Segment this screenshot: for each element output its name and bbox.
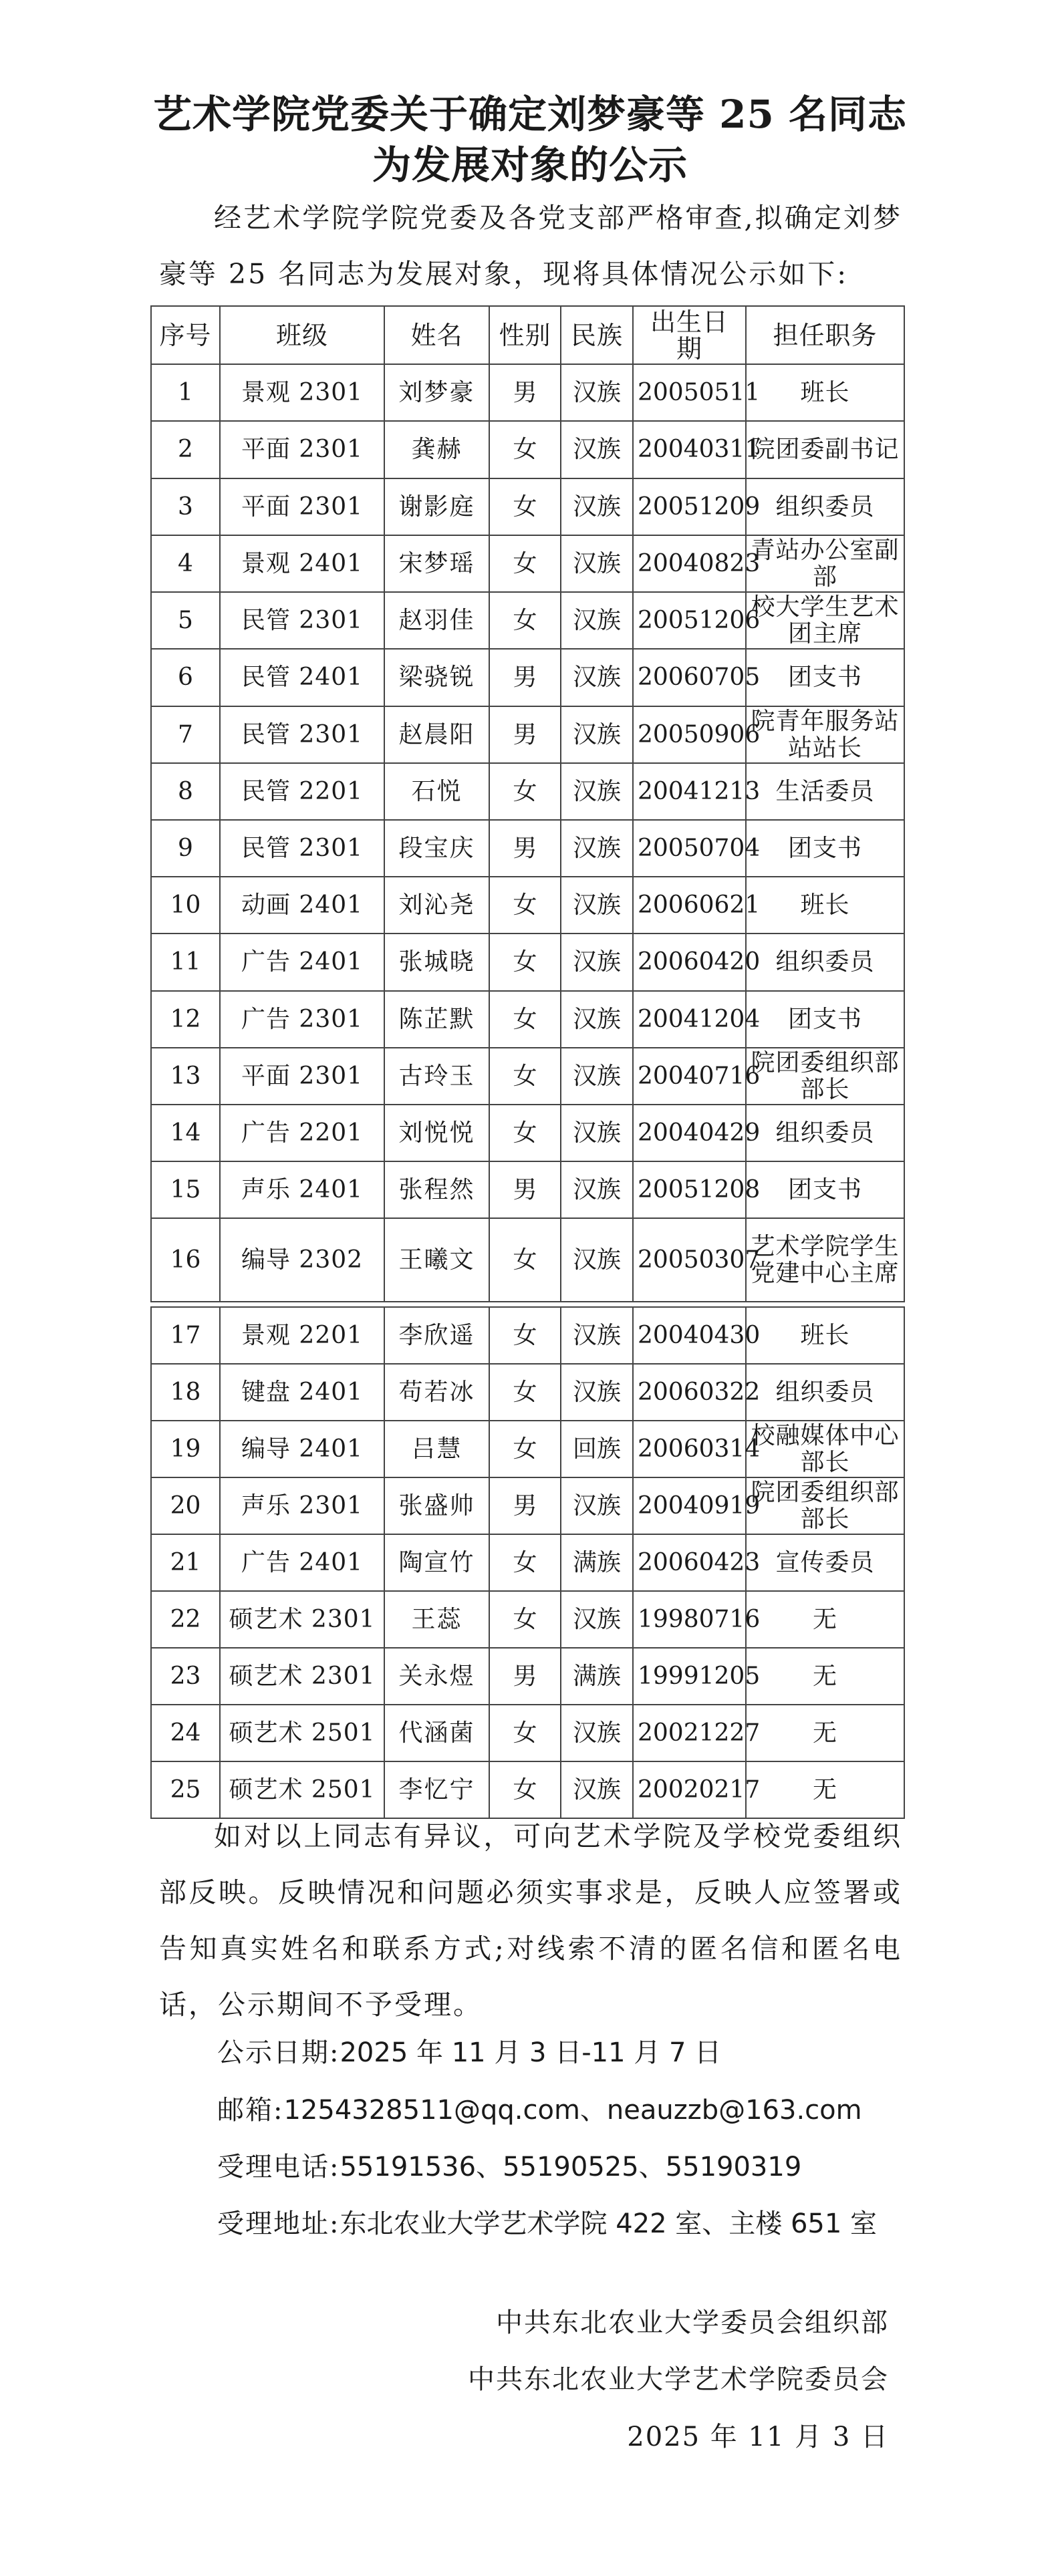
cell-name: 张城晓 xyxy=(384,934,489,991)
cell-ethnicity: 汉族 xyxy=(561,1761,633,1818)
table-row xyxy=(151,592,904,649)
cell-position: 无 xyxy=(746,1761,904,1818)
cell-birthdate: 19991205 xyxy=(633,1648,746,1705)
cell-position: 团支书 xyxy=(746,649,904,706)
cell-name: 段宝庆 xyxy=(384,820,489,877)
cell-position: 宣传委员 xyxy=(746,1534,904,1591)
header-birthdate: 出生日期 xyxy=(633,306,746,364)
cell-no: 4 xyxy=(151,535,220,592)
cell-no: 9 xyxy=(151,820,220,877)
address-line xyxy=(217,2210,877,2237)
table-row xyxy=(151,991,904,1048)
cell-position: 团支书 xyxy=(746,991,904,1048)
cell-class: 景观 2401 xyxy=(220,535,384,592)
table-row xyxy=(151,364,904,421)
cell-ethnicity: 汉族 xyxy=(561,1705,633,1761)
cell-name: 刘梦豪 xyxy=(384,364,489,421)
cell-sex: 男 xyxy=(489,1477,561,1534)
cell-sex: 女 xyxy=(489,1761,561,1818)
page-title-line-2: 为发展对象的公示 xyxy=(372,142,688,188)
cell-birthdate: 20041204 xyxy=(633,991,746,1048)
table-row xyxy=(151,877,904,934)
table-row xyxy=(151,1218,904,1302)
cell-sex: 女 xyxy=(489,1307,561,1364)
cell-position: 院团委组织部部长 xyxy=(746,1048,904,1105)
table-row xyxy=(151,649,904,706)
cell-ethnicity: 汉族 xyxy=(561,1364,633,1421)
cell-name: 代涵菌 xyxy=(384,1705,489,1761)
cell-sex: 男 xyxy=(489,649,561,706)
cell-class: 平面 2301 xyxy=(220,1048,384,1105)
cell-class: 编导 2302 xyxy=(220,1218,384,1302)
cell-name: 梁骁锐 xyxy=(384,649,489,706)
cell-no: 13 xyxy=(151,1048,220,1105)
cell-birthdate: 20050307 xyxy=(633,1218,746,1302)
cell-ethnicity: 汉族 xyxy=(561,706,633,763)
cell-no: 2 xyxy=(151,421,220,478)
cell-birthdate: 20051206 xyxy=(633,592,746,649)
email-line xyxy=(217,2097,862,2124)
objection-paragraph: 如对以上同志有异议，可向艺术学院及学校党委组织部反映。反映情况和问题必须实事求是，反映人应签署或告知真实姓名和联系方式;对线索不清的匿名信和匿名电话，公示期间不予受理。 xyxy=(159,1820,902,2021)
cell-position: 校大学生艺术团主席 xyxy=(746,592,904,649)
cell-no: 1 xyxy=(151,364,220,421)
header-name: 姓名 xyxy=(384,306,489,364)
cell-sex: 女 xyxy=(489,1705,561,1761)
cell-no: 7 xyxy=(151,706,220,763)
cell-class: 景观 2201 xyxy=(220,1307,384,1364)
cell-name: 石悦 xyxy=(384,763,489,820)
cell-class: 键盘 2401 xyxy=(220,1364,384,1421)
cell-birthdate: 20050511 xyxy=(633,364,746,421)
table-row xyxy=(151,1307,904,1364)
cell-position: 班长 xyxy=(746,1307,904,1364)
cell-sex: 男 xyxy=(489,1161,561,1218)
cell-birthdate: 20060314 xyxy=(633,1421,746,1477)
cell-class: 声乐 2401 xyxy=(220,1161,384,1218)
table-row xyxy=(151,535,904,592)
cell-name: 王蕊 xyxy=(384,1591,489,1648)
cell-ethnicity: 汉族 xyxy=(561,1218,633,1302)
address-value: 东北农业大学艺术学院 422 室、主楼 651 室 xyxy=(340,2208,878,2239)
phone-line xyxy=(217,2154,801,2180)
table-row xyxy=(151,1105,904,1161)
cell-no: 3 xyxy=(151,478,220,535)
table-row xyxy=(151,934,904,991)
cell-birthdate: 20040919 xyxy=(633,1477,746,1534)
cell-position: 团支书 xyxy=(746,820,904,877)
cell-class: 硕艺术 2501 xyxy=(220,1705,384,1761)
cell-class: 广告 2201 xyxy=(220,1105,384,1161)
table-row xyxy=(151,1161,904,1218)
cell-sex: 女 xyxy=(489,934,561,991)
cell-class: 广告 2401 xyxy=(220,1534,384,1591)
cell-name: 李欣遥 xyxy=(384,1307,489,1364)
email-value: 1254328511@qq.com、neauzzb@163.com xyxy=(283,2095,862,2126)
signature-date: 2025 年 11 月 3 日 xyxy=(627,2422,889,2452)
signature-org-1: 中共东北农业大学委员会组织部 xyxy=(496,2307,889,2338)
publicity-date-label: 公示日期: xyxy=(217,2037,340,2068)
cell-ethnicity: 汉族 xyxy=(561,934,633,991)
cell-birthdate: 20040429 xyxy=(633,1105,746,1161)
cell-birthdate: 20040823 xyxy=(633,535,746,592)
cell-sex: 女 xyxy=(489,592,561,649)
cell-ethnicity: 满族 xyxy=(561,1534,633,1591)
cell-ethnicity: 汉族 xyxy=(561,364,633,421)
cell-class: 民管 2201 xyxy=(220,763,384,820)
cell-sex: 男 xyxy=(489,364,561,421)
cell-ethnicity: 满族 xyxy=(561,1648,633,1705)
cell-birthdate: 19980716 xyxy=(633,1591,746,1648)
cell-sex: 女 xyxy=(489,991,561,1048)
cell-no: 23 xyxy=(151,1648,220,1705)
cell-class: 民管 2301 xyxy=(220,706,384,763)
cell-class: 硕艺术 2301 xyxy=(220,1648,384,1705)
page-title-line-1: 艺术学院党委关于确定刘梦豪等 25 名同志 xyxy=(152,92,908,137)
cell-birthdate: 20051209 xyxy=(633,478,746,535)
cell-sex: 女 xyxy=(489,1218,561,1302)
intro-paragraph: 经艺术学院学院党委及各党支部严格审查,拟确定刘梦豪等 25 名同志为发展对象，现将具体情况公示如下: xyxy=(159,202,902,290)
cell-name: 陈芷默 xyxy=(384,991,489,1048)
cell-position: 生活委员 xyxy=(746,763,904,820)
table-row xyxy=(151,1591,904,1648)
cell-name: 古玲玉 xyxy=(384,1048,489,1105)
cell-no: 8 xyxy=(151,763,220,820)
table-row xyxy=(151,1648,904,1705)
cell-name: 龚赫 xyxy=(384,421,489,478)
cell-sex: 女 xyxy=(489,877,561,934)
cell-no: 19 xyxy=(151,1421,220,1477)
cell-position: 青站办公室副部 xyxy=(746,535,904,592)
cell-class: 动画 2401 xyxy=(220,877,384,934)
cell-birthdate: 20060423 xyxy=(633,1534,746,1591)
header-no: 序号 xyxy=(151,306,220,364)
cell-ethnicity: 汉族 xyxy=(561,1477,633,1534)
cell-position: 无 xyxy=(746,1705,904,1761)
cell-no: 12 xyxy=(151,991,220,1048)
cell-ethnicity: 汉族 xyxy=(561,649,633,706)
cell-birthdate: 20041213 xyxy=(633,763,746,820)
cell-no: 18 xyxy=(151,1364,220,1421)
cell-no: 24 xyxy=(151,1705,220,1761)
cell-position: 团支书 xyxy=(746,1161,904,1218)
cell-birthdate: 20060420 xyxy=(633,934,746,991)
phone-label: 受理电话: xyxy=(217,2152,340,2182)
cell-no: 25 xyxy=(151,1761,220,1818)
address-label: 受理地址: xyxy=(217,2208,340,2239)
cell-ethnicity: 汉族 xyxy=(561,1105,633,1161)
cell-no: 14 xyxy=(151,1105,220,1161)
cell-class: 硕艺术 2501 xyxy=(220,1761,384,1818)
cell-name: 刘悦悦 xyxy=(384,1105,489,1161)
cell-name: 赵晨阳 xyxy=(384,706,489,763)
cell-name: 关永煜 xyxy=(384,1648,489,1705)
header-ethnicity: 民族 xyxy=(561,306,633,364)
table-row xyxy=(151,1048,904,1105)
cell-birthdate: 20060621 xyxy=(633,877,746,934)
table-header-row xyxy=(151,306,904,364)
cell-class: 景观 2301 xyxy=(220,364,384,421)
cell-birthdate: 20040716 xyxy=(633,1048,746,1105)
cell-birthdate: 20021227 xyxy=(633,1705,746,1761)
cell-position: 校融媒体中心部长 xyxy=(746,1421,904,1477)
header-class: 班级 xyxy=(220,306,384,364)
table-row xyxy=(151,1477,904,1534)
signature-org-2: 中共东北农业大学艺术学院委员会 xyxy=(468,2364,889,2395)
cell-no: 20 xyxy=(151,1477,220,1534)
cell-position: 组织委员 xyxy=(746,1364,904,1421)
cell-sex: 男 xyxy=(489,820,561,877)
cell-position: 院团委组织部部长 xyxy=(746,1477,904,1534)
cell-name: 宋梦瑶 xyxy=(384,535,489,592)
cell-sex: 女 xyxy=(489,478,561,535)
candidate-table-part-1 xyxy=(150,305,905,1302)
cell-ethnicity: 汉族 xyxy=(561,991,633,1048)
table-body-part-1 xyxy=(151,364,904,1302)
cell-sex: 女 xyxy=(489,535,561,592)
table-body-part-2 xyxy=(151,1307,904,1818)
cell-ethnicity: 汉族 xyxy=(561,1048,633,1105)
cell-sex: 女 xyxy=(489,1048,561,1105)
cell-no: 22 xyxy=(151,1591,220,1648)
cell-class: 平面 2301 xyxy=(220,478,384,535)
cell-class: 民管 2301 xyxy=(220,820,384,877)
cell-birthdate: 20051208 xyxy=(633,1161,746,1218)
cell-ethnicity: 回族 xyxy=(561,1421,633,1477)
cell-name: 刘沁尧 xyxy=(384,877,489,934)
cell-no: 21 xyxy=(151,1534,220,1591)
cell-sex: 男 xyxy=(489,1648,561,1705)
cell-position: 无 xyxy=(746,1648,904,1705)
cell-birthdate: 20060705 xyxy=(633,649,746,706)
cell-sex: 女 xyxy=(489,1591,561,1648)
cell-no: 6 xyxy=(151,649,220,706)
cell-position: 班长 xyxy=(746,877,904,934)
cell-birthdate: 20060322 xyxy=(633,1364,746,1421)
cell-no: 10 xyxy=(151,877,220,934)
table-row xyxy=(151,706,904,763)
cell-no: 11 xyxy=(151,934,220,991)
cell-no: 17 xyxy=(151,1307,220,1364)
candidate-table-part-2 xyxy=(150,1306,905,1819)
cell-name: 张程然 xyxy=(384,1161,489,1218)
cell-birthdate: 20020217 xyxy=(633,1761,746,1818)
cell-ethnicity: 汉族 xyxy=(561,763,633,820)
cell-position: 组织委员 xyxy=(746,934,904,991)
cell-sex: 女 xyxy=(489,1421,561,1477)
cell-no: 16 xyxy=(151,1218,220,1302)
cell-class: 民管 2401 xyxy=(220,649,384,706)
cell-class: 广告 2401 xyxy=(220,934,384,991)
cell-sex: 女 xyxy=(489,1105,561,1161)
cell-position: 艺术学院学生党建中心主席 xyxy=(746,1218,904,1302)
cell-class: 硕艺术 2301 xyxy=(220,1591,384,1648)
cell-ethnicity: 汉族 xyxy=(561,1591,633,1648)
cell-no: 15 xyxy=(151,1161,220,1218)
table-row xyxy=(151,1421,904,1477)
cell-name: 苟若冰 xyxy=(384,1364,489,1421)
cell-birthdate: 20050906 xyxy=(633,706,746,763)
table-row xyxy=(151,1364,904,1421)
table-row xyxy=(151,1705,904,1761)
cell-class: 平面 2301 xyxy=(220,421,384,478)
cell-birthdate: 20040311 xyxy=(633,421,746,478)
table-row xyxy=(151,820,904,877)
cell-sex: 女 xyxy=(489,763,561,820)
cell-class: 广告 2301 xyxy=(220,991,384,1048)
header-position: 担任职务 xyxy=(746,306,904,364)
cell-position: 院团委副书记 xyxy=(746,421,904,478)
cell-sex: 男 xyxy=(489,706,561,763)
cell-ethnicity: 汉族 xyxy=(561,877,633,934)
cell-ethnicity: 汉族 xyxy=(561,421,633,478)
cell-class: 编导 2401 xyxy=(220,1421,384,1477)
cell-name: 王曦文 xyxy=(384,1218,489,1302)
table-row xyxy=(151,1534,904,1591)
cell-ethnicity: 汉族 xyxy=(561,820,633,877)
publicity-date xyxy=(217,2039,721,2066)
cell-class: 民管 2301 xyxy=(220,592,384,649)
publicity-date-value: 2025 年 11 月 3 日-11 月 7 日 xyxy=(340,2037,722,2068)
table-row xyxy=(151,478,904,535)
cell-position: 组织委员 xyxy=(746,478,904,535)
cell-ethnicity: 汉族 xyxy=(561,1161,633,1218)
phone-value: 55191536、55190525、55190319 xyxy=(340,2152,802,2182)
email-label: 邮箱: xyxy=(217,2095,284,2126)
cell-name: 赵羽佳 xyxy=(384,592,489,649)
cell-ethnicity: 汉族 xyxy=(561,592,633,649)
cell-class: 声乐 2301 xyxy=(220,1477,384,1534)
cell-sex: 女 xyxy=(489,1534,561,1591)
table-row xyxy=(151,763,904,820)
cell-sex: 女 xyxy=(489,421,561,478)
cell-position: 班长 xyxy=(746,364,904,421)
table-row xyxy=(151,421,904,478)
cell-name: 吕慧 xyxy=(384,1421,489,1477)
cell-sex: 女 xyxy=(489,1364,561,1421)
cell-position: 无 xyxy=(746,1591,904,1648)
cell-position: 院青年服务站站站长 xyxy=(746,706,904,763)
cell-ethnicity: 汉族 xyxy=(561,478,633,535)
cell-birthdate: 20040430 xyxy=(633,1307,746,1364)
cell-no: 5 xyxy=(151,592,220,649)
cell-name: 李忆宁 xyxy=(384,1761,489,1818)
cell-ethnicity: 汉族 xyxy=(561,535,633,592)
cell-birthdate: 20050704 xyxy=(633,820,746,877)
header-sex: 性别 xyxy=(489,306,561,364)
cell-name: 张盛帅 xyxy=(384,1477,489,1534)
cell-ethnicity: 汉族 xyxy=(561,1307,633,1364)
cell-name: 谢影庭 xyxy=(384,478,489,535)
cell-name: 陶宣竹 xyxy=(384,1534,489,1591)
cell-position: 组织委员 xyxy=(746,1105,904,1161)
